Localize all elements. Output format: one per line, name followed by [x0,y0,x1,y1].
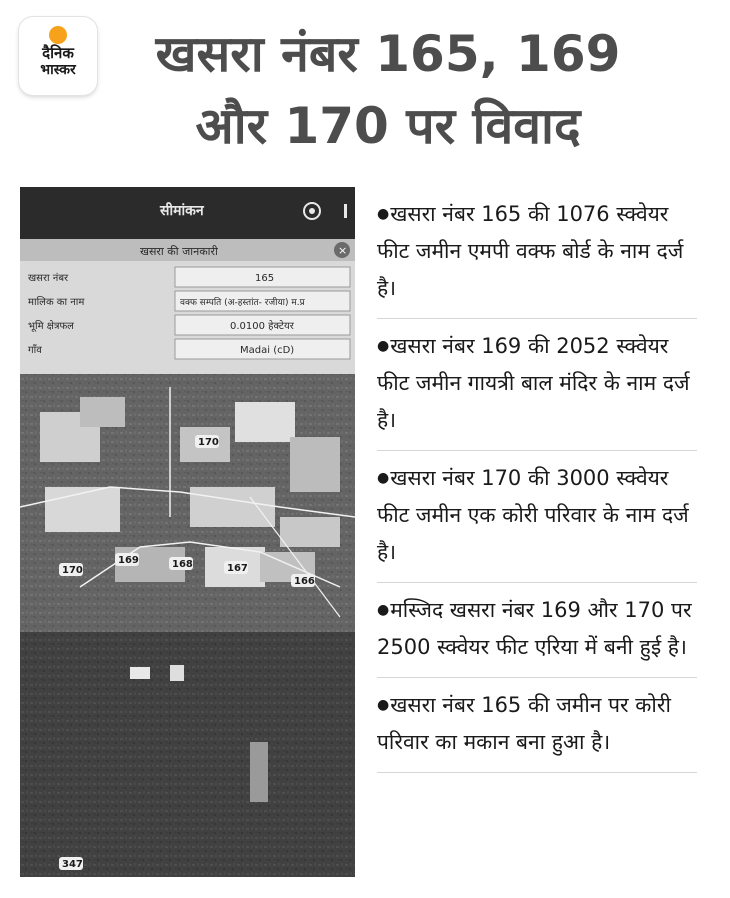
field-value-area: 0.0100 हेक्टेयर [230,321,294,332]
map-header-title: सीमांकन [160,203,204,219]
menu-dots-icon [344,204,347,218]
map-screenshot-photo [20,187,355,877]
plot-label-169: 169 [118,555,139,566]
field-label-khasra: खसरा नंबर [28,273,69,284]
plot-label-167: 167 [227,563,248,574]
field-value-khasra: 165 [255,273,275,284]
fact-text: मस्जिद खसरा नंबर 169 और 170 पर 2500 स्क्वेयर फीट एरिया में बनी हुई है। [377,598,692,659]
field-label-owner: मालिक का नाम [28,297,85,308]
fact-text: खसरा नंबर 165 की 1076 स्क्वेयर फीट जमीन एमपी वक्फ बोर्ड के नाम दर्ज है। [377,202,684,300]
bullet-icon: ● [377,470,390,486]
logo-line-1: दैनिक [42,44,74,62]
fact-text: खसरा नंबर 170 की 3000 स्क्वेयर फीट जमीन एक कोरी परिवार के नाम दर्ज है। [377,466,689,564]
facts-list [377,187,697,773]
fact-item [377,678,697,773]
plot-label-168: 168 [172,559,193,570]
plot-label-347: 347 [62,859,83,870]
bullet-icon: ● [377,602,390,618]
fact-item [377,319,697,451]
map-photo-svg [20,187,355,877]
bullet-icon: ● [377,697,390,713]
plot-label-170-top: 170 [198,437,219,448]
fact-item [377,583,697,678]
svg-text:×: × [338,244,348,257]
headline-line-2: और 170 पर विवाद [195,97,581,155]
fact-item [377,187,697,319]
field-value-village: Madai (cD) [240,345,295,356]
field-value-owner: वक्फ सम्पति (अ-हस्तांत- रजीया) म.प्र [180,298,305,308]
dainik-bhaskar-logo [19,17,97,95]
bullet-icon: ● [377,338,390,354]
fact-item [377,451,697,583]
headline-line-1: खसरा नंबर 165, 169 [155,25,621,83]
fact-text: खसरा नंबर 169 की 2052 स्क्वेयर फीट जमीन गायत्री बाल मंदिर के नाम दर्ज है। [377,334,690,432]
field-label-area: भूमि क्षेत्रफल [28,321,74,332]
plot-label-166: 166 [294,576,315,587]
field-label-village: गाँव [28,345,42,356]
headline [108,18,668,162]
sun-icon [49,26,67,44]
logo-line-2: भास्कर [40,62,76,78]
plot-label-170-left: 170 [62,565,83,576]
fact-text: खसरा नंबर 165 की जमीन पर कोरी परिवार का मकान बना हुआ है। [377,693,671,754]
panel-title: खसरा की जानकारी [140,245,218,258]
bullet-icon: ● [377,206,390,222]
